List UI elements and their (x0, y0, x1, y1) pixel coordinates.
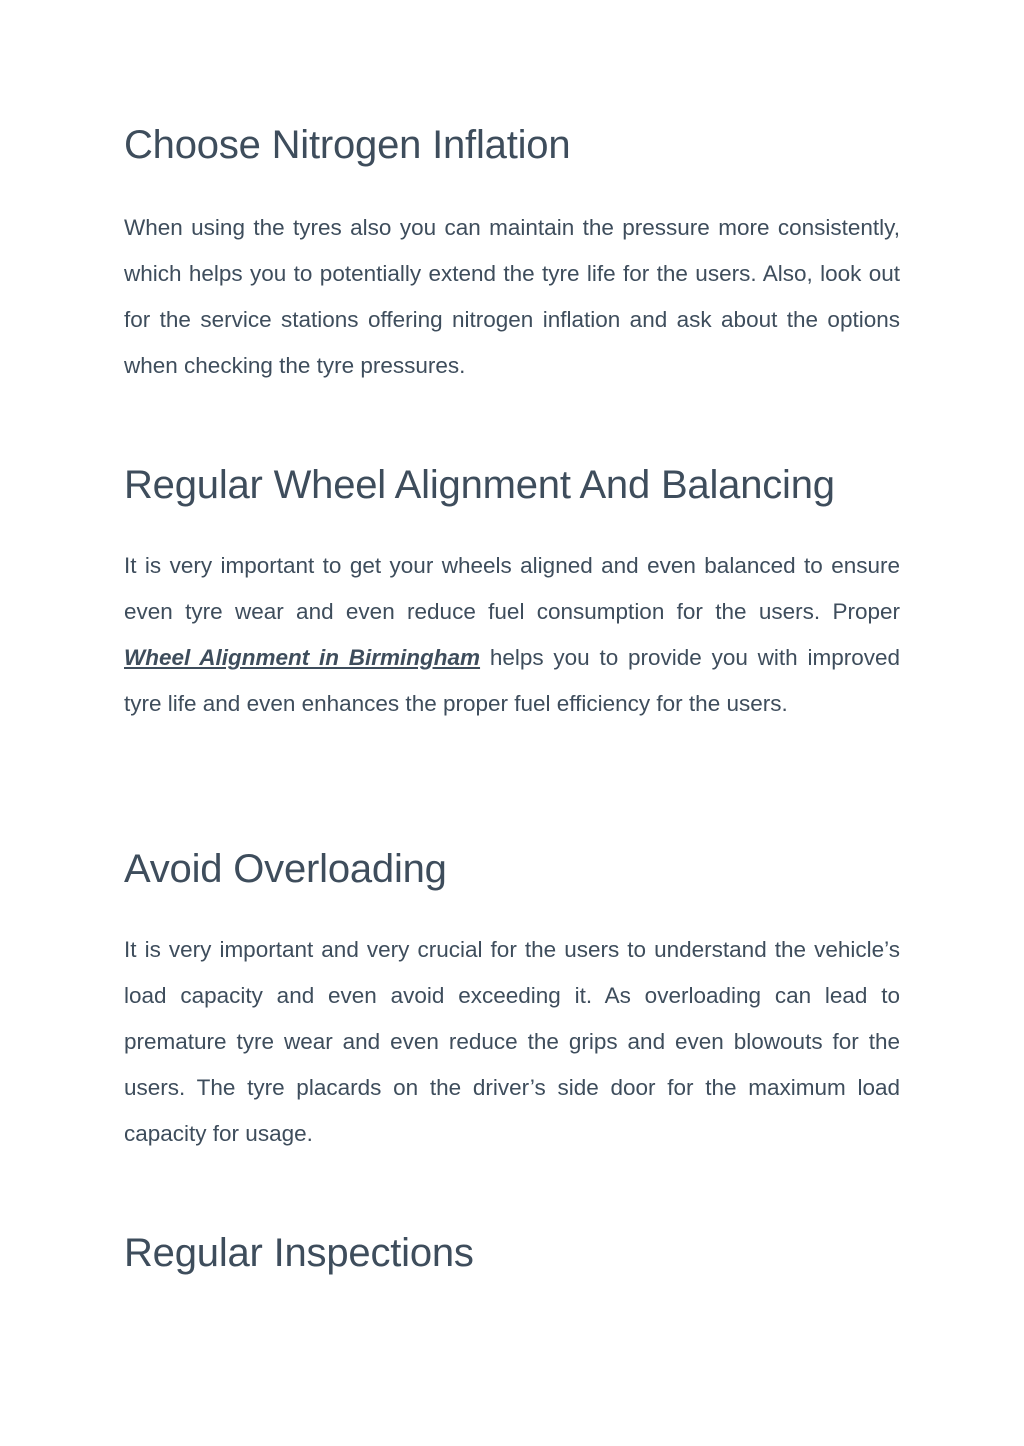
section-title-avoid-overloading: Avoid Overloading (124, 847, 447, 891)
body-text-after-link: helps you to provide you with improved tyre life and even enhances the proper fuel efficiency for the users. (124, 645, 900, 716)
section-title-regular-inspections: Regular Inspections (124, 1231, 474, 1275)
body-text-before-link: It is very important to get your wheels aligned and even balanced to ensure even tyre wear and even reduce fuel consumption for the users. Proper (124, 553, 900, 624)
section-body-nitrogen-inflation: When using the tyres also you can maintain the pressure more consistently, which helps you to potentially extend the tyre life for the users. Also, look out for the service stations offering nitrogen inflation and ask about the options when checking the tyre pressures. (124, 215, 900, 378)
wheel-alignment-birmingham-link[interactable]: Wheel Alignment in Birmingham (124, 645, 481, 670)
section-title-nitrogen-inflation: Choose Nitrogen Inflation (124, 123, 571, 167)
section-body-avoid-overloading: It is very important and very crucial for the users to understand the vehicle’s load capacity and even avoid exceeding it. As overloading can lead to premature tyre wear and even reduce the grips and even blowouts for the users. The tyre placards on the driver’s side door for the maximum load capacity for usage. (124, 937, 900, 1146)
section-body-wheel-alignment (124, 543, 900, 727)
section-title-wheel-alignment: Regular Wheel Alignment And Balancing (124, 463, 835, 507)
